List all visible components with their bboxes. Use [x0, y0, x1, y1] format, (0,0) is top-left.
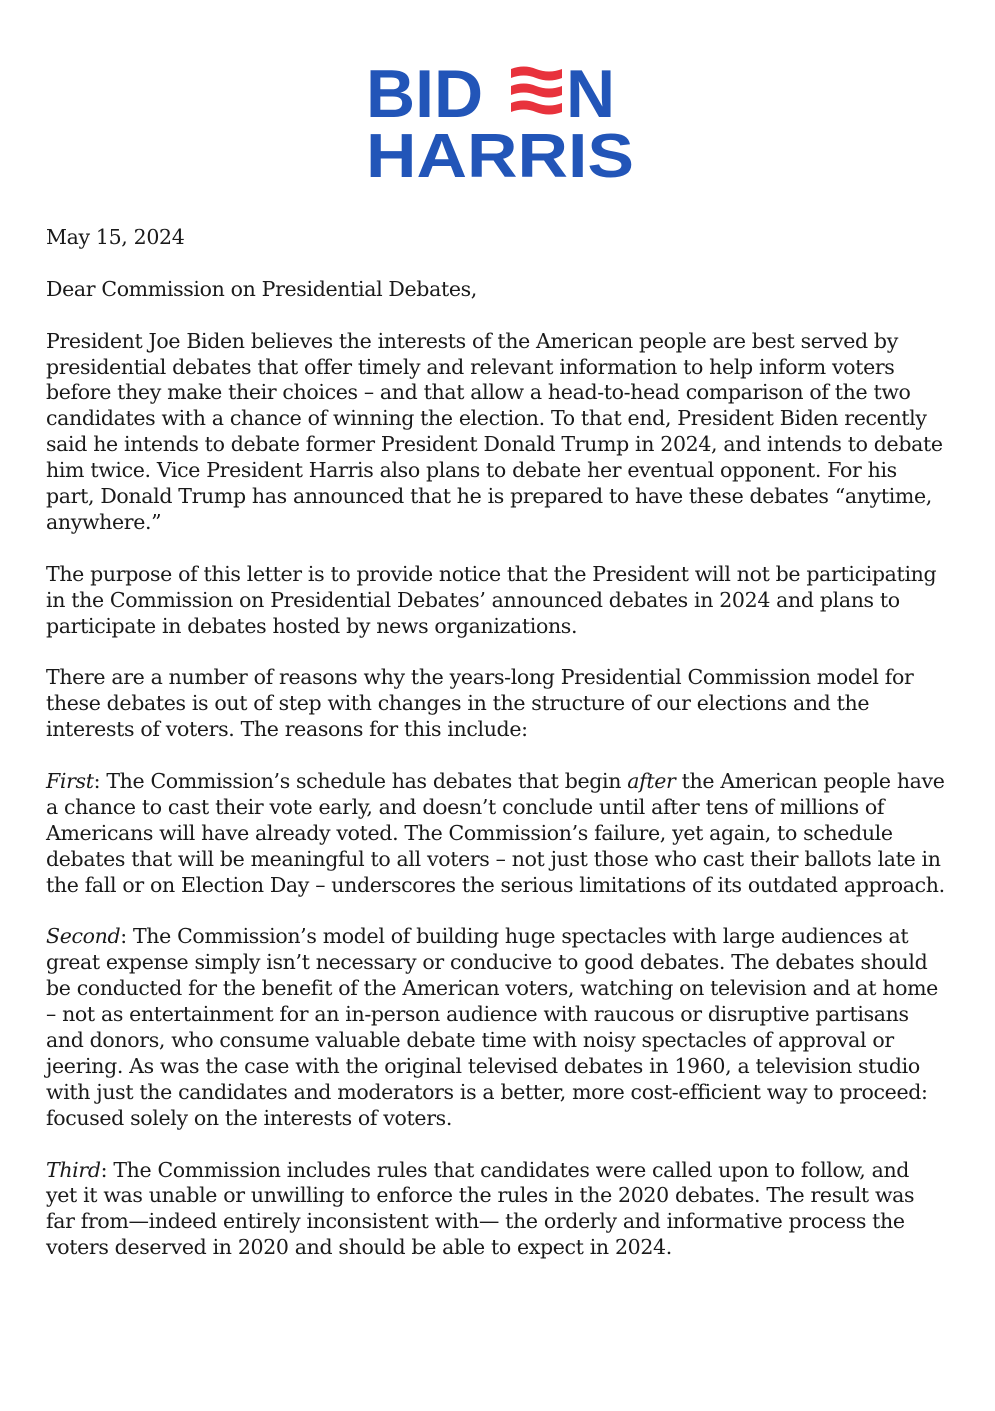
- first-lead: First: [46, 768, 94, 793]
- letter-paragraph-second: [46, 924, 946, 1131]
- letter-salutation: Dear Commission on Presidential Debates,: [46, 276, 477, 301]
- logo-top-right: N: [566, 62, 616, 132]
- logo-top-left: BID: [366, 62, 484, 132]
- letter-paragraph-first: [46, 769, 946, 899]
- third-text: : The Commission includes rules that candidates were called upon to follow, and yet it was unable or unwilling to enforce the rules in the 2020 debates. The result was far from—indeed entirely inconsistent with— the orderly and informative process the voters deserved in 2020 and should be able to expect in 2024.: [46, 1157, 915, 1260]
- biden-harris-logo-graphic: [366, 62, 636, 180]
- letter-paragraph-1: President Joe Biden believes the interests of the American people are best served by presidential debates that offer timely and relevant information to help inform voters before they make their choices – and that allow a head-to-head comparison of the two candidates with a chance of winning the election. To that end, President Biden recently said he intends to debate former President Donald Trump in 2024, and intends to debate him twice. Vice President Harris also plans to debate her eventual opponent. For his part, Donald Trump has announced that he is prepared to have these debates “anytime, anywhere.”: [46, 328, 943, 534]
- letter-date: May 15, 2024: [46, 225, 185, 249]
- biden-harris-logo: [366, 62, 636, 180]
- second-lead: Second: [46, 924, 121, 949]
- letter-paragraph-third: [46, 1158, 946, 1262]
- first-text-a: : The Commission’s schedule has debates that begin: [93, 768, 628, 793]
- first-text-b: the American people have a chance to cast their vote early, and doesn’t conclude until after tens of millions of Americans will have already voted. The Commission’s failure, yet again, to schedule debates that will be meaningful to all voters – not just those who cast their ballots late in the fall or on Election Day – underscores the serious limitations of its outdated approach.: [46, 768, 945, 897]
- flag-stripes-icon: [511, 67, 562, 115]
- letter-body: [46, 225, 946, 1287]
- logo-bottom-word: HARRIS: [366, 122, 634, 180]
- letter-paragraph-3: There are a number of reasons why the years-long Presidential Commission model for these debates is out of step with changes in the structure of our elections and the interests of voters. The reasons for this include:: [46, 665, 914, 742]
- third-lead: Third: [46, 1157, 101, 1182]
- second-text: : The Commission’s model of building huge spectacles with large audiences at great expense simply isn’t necessary or conducive to good debates. The debates should be conducted for the benefit of the American voters, watching on television and at home – not as entertainment for an in-person audience with raucous or disruptive partisans and donors, who consume valuable debate time with noisy spectacles of approval or jeering. As was the case with the original televised debates in 1960, a television studio with just the candidates and moderators is a better, more cost-efficient way to proceed: focused solely on the interests of voters.: [46, 924, 938, 1130]
- first-emphasis: after: [627, 768, 676, 793]
- letter-paragraph-2: The purpose of this letter is to provide notice that the President will not be participating in the Commission on Presidential Debates’ announced debates in 2024 and plans to participate in debates hosted by news organizations.: [46, 561, 937, 638]
